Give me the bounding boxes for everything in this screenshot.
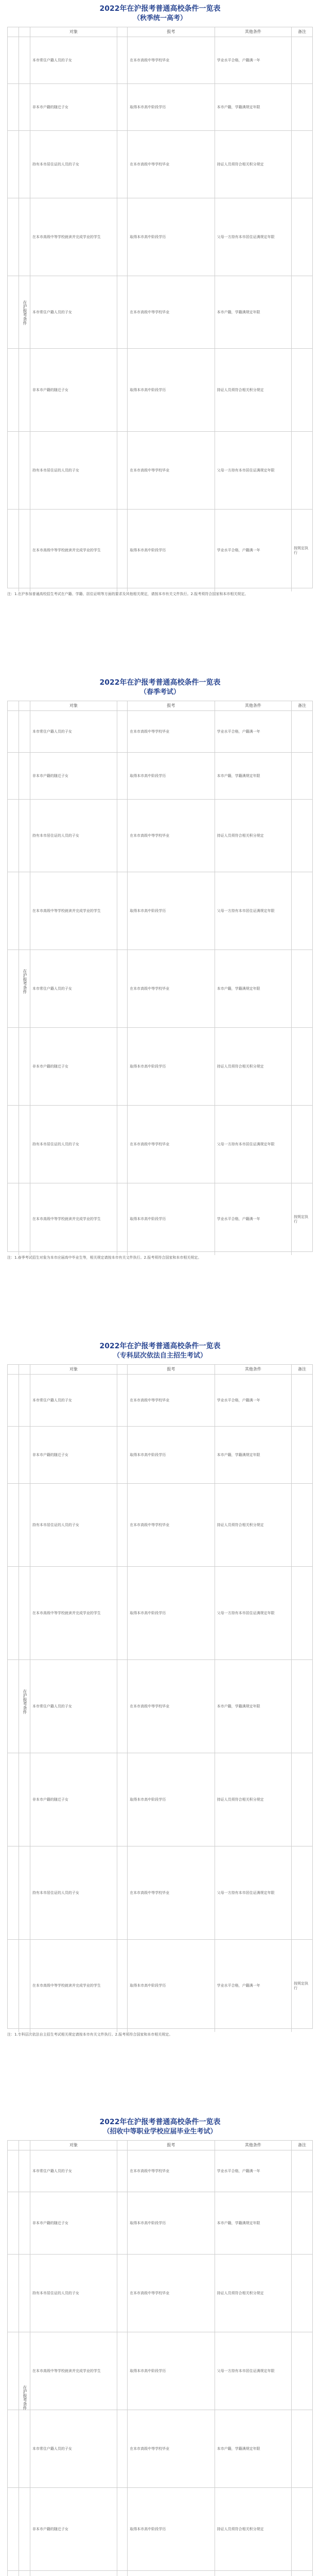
row-identity: 本市常住户籍人员的子女 xyxy=(30,2150,117,2192)
row-identity: 非本市户籍的随迁子女 xyxy=(30,1427,117,1483)
row-condition: 持证人员须符合相关积分规定 xyxy=(215,1028,292,1105)
row-student: 在本市高级中等学校毕业 xyxy=(128,1484,215,1566)
section-title: 2022年在沪报考普通高校条件一览表 xyxy=(99,679,221,687)
row-student: 取得本市高中阶段学历 xyxy=(128,1753,215,1846)
row-student: 取得本市高中阶段学历 xyxy=(128,198,215,276)
row-identity: 非本市户籍的随迁子女 xyxy=(30,1753,117,1846)
header-remark: 备注 xyxy=(298,703,307,708)
table-row xyxy=(8,1753,312,1846)
row-identity: 本市常住户籍人员的子女 xyxy=(30,1375,117,1426)
table-note: 注：1.春季考试招生对象为本市应届高中毕业生等，相关规定请按本市有关文件执行。2.报考须符合国家和本市相关规定。 xyxy=(7,1256,202,1260)
row-student: 取得本市高中阶段学历 xyxy=(128,1028,215,1105)
section-spring-exam xyxy=(0,4,320,597)
table-row xyxy=(8,2332,312,2410)
table-header xyxy=(8,2141,312,2150)
row-condition: 持证人员须符合相关积分规定 xyxy=(215,1484,292,1566)
row-identity: 在本市高级中等学校就读并完成学业的学生 xyxy=(30,510,117,591)
header-condition: 其他条件 xyxy=(215,27,292,37)
row-identity: 在本市高级中等学校就读并完成学业的学生 xyxy=(30,1567,117,1659)
section-secondary-vocational-exam xyxy=(0,2117,320,2576)
row-identity: 持有本市居住证的人员的子女 xyxy=(30,131,117,198)
row-student: 在本市高级中等学校毕业 xyxy=(128,276,215,348)
row-student: 在本市高级中等学校毕业 xyxy=(128,432,215,509)
category-label: 在沪报考条件 xyxy=(23,2385,27,2410)
header-mark xyxy=(117,27,128,37)
row-condition: 持证人员须符合相关积分规定 xyxy=(215,2255,292,2332)
row-identity: 持有本市居住证的人员的子女 xyxy=(30,2255,117,2332)
row-identity: 非本市户籍的随迁子女 xyxy=(30,2192,117,2254)
category-label: 在沪报考条件 xyxy=(23,300,27,325)
row-student: 在本市高级中等学校毕业 xyxy=(128,2255,215,2332)
row-identity: 本市常住户籍人员的子女 xyxy=(30,276,117,348)
row-condition: 持证人员须符合相关积分规定 xyxy=(215,349,292,431)
row-remark: 按规定执行 xyxy=(294,1214,309,1224)
row-condition: 本市户籍，学籍满规定年限 xyxy=(215,1427,292,1483)
header-identity: 对象 xyxy=(30,27,117,37)
row-student: 在本市高级中等学校毕业 xyxy=(128,1106,215,1183)
row-student: 取得本市高中阶段学历 xyxy=(128,872,215,950)
table-row xyxy=(8,131,312,198)
header-remark: 备注 xyxy=(298,1367,307,1371)
row-identity: 持有本市居住证的人员的子女 xyxy=(30,1106,117,1183)
header-condition: 其他条件 xyxy=(215,1365,292,1374)
row-condition: 父母一方持有本市居住证满规定年限 xyxy=(215,1567,292,1659)
table-note: 注：1.专科层次依法自主招生考试相关规定请按本市有关文件执行。2.报考须符合国家和本市相关规定。 xyxy=(7,2032,173,2037)
row-student: 取得本市高中阶段学历 xyxy=(128,1940,215,2032)
table-row xyxy=(8,2488,312,2571)
row-identity: 非本市户籍的随迁子女 xyxy=(30,84,117,130)
row-condition: 学业水平合格，户籍满一年 xyxy=(215,2150,292,2192)
row-condition: 父母一方持有本市居住证满规定年限 xyxy=(215,1846,292,1939)
conditions-table xyxy=(7,27,313,588)
section-subtitle: （秋季统一高考） xyxy=(133,14,187,22)
row-identity: 本市常住户籍人员的子女 xyxy=(30,1660,117,1753)
row-student: 在本市高级中等学校毕业 xyxy=(128,2410,215,2487)
category-label: 在沪报考条件 xyxy=(23,1689,27,1714)
row-student: 在本市高级中等学校毕业 xyxy=(128,800,215,872)
row-condition: 学业水平合格，户籍满一年 xyxy=(215,711,292,752)
table-row xyxy=(8,2410,312,2488)
row-condition: 父母一方持有本市居住证满规定年限 xyxy=(215,1106,292,1183)
section-title: 2022年在沪报考普通高校条件一览表 xyxy=(99,5,221,13)
table-row xyxy=(8,1028,312,1106)
table-row xyxy=(8,1567,312,1660)
row-student: 取得本市高中阶段学历 xyxy=(128,1183,215,1255)
row-student: 取得本市高中阶段学历 xyxy=(128,84,215,130)
header-category xyxy=(8,27,19,37)
row-identity: 本市常住户籍人员的子女 xyxy=(30,37,117,83)
header-student: 报考 xyxy=(128,1365,215,1374)
table-row xyxy=(8,1427,312,1484)
header-type xyxy=(19,27,30,37)
row-student: 在本市高级中等学校毕业 xyxy=(128,1375,215,1426)
row-condition: 学业水平合格，户籍满一年 xyxy=(215,1940,292,2032)
row-identity: 本市常住户籍人员的子女 xyxy=(30,2410,117,2487)
table-row xyxy=(8,2571,312,2576)
table-header xyxy=(8,1365,312,1375)
row-identity: 非本市户籍的随迁子女 xyxy=(30,753,117,799)
header-identity: 对象 xyxy=(30,2141,117,2150)
conditions-table xyxy=(7,1364,313,2029)
section-title: 2022年在沪报考普通高校条件一览表 xyxy=(99,2118,221,2126)
table-row xyxy=(8,872,312,950)
section-title: 2022年在沪报考普通高校条件一览表 xyxy=(99,1342,221,1350)
row-remark: 按规定执行 xyxy=(294,1981,309,1990)
row-identity: 持有本市居住证的人员的子女 xyxy=(30,432,117,509)
row-identity: 在本市高级中等学校就读并完成学业的学生 xyxy=(30,1940,117,2032)
header-remark: 备注 xyxy=(298,2143,307,2147)
table-row xyxy=(8,1846,312,1940)
header-remark: 备注 xyxy=(298,29,307,34)
table-row xyxy=(8,2150,312,2192)
row-identity: 在本市高级中等学校就读并完成学业的学生 xyxy=(30,198,117,276)
row-identity: 持有本市居住证的人员的子女 xyxy=(30,800,117,872)
header-condition: 其他条件 xyxy=(215,701,292,710)
header-student: 报考 xyxy=(128,701,215,710)
section-subtitle: （春季考试） xyxy=(139,688,180,696)
table-row xyxy=(8,2192,312,2255)
row-condition: 持证人员须符合相关积分规定 xyxy=(215,2488,292,2570)
table-row xyxy=(8,950,312,1028)
row-identity: 持有本市居住证的人员的子女 xyxy=(30,1846,117,1939)
row-condition: 父母一方持有本市居住证满规定年限 xyxy=(215,872,292,950)
section-spring-exam-2 xyxy=(0,678,320,1260)
row-identity: 持有本市居住证的人员的子女 xyxy=(30,1484,117,1566)
table-row xyxy=(8,753,312,800)
row-student: 取得本市高中阶段学历 xyxy=(128,753,215,799)
row-condition: 本市户籍，学籍满规定年限 xyxy=(215,2192,292,2254)
header-student: 报考 xyxy=(128,27,215,37)
table-row xyxy=(8,2255,312,2332)
row-condition: 本市户籍，学籍满规定年限 xyxy=(215,276,292,348)
table-row xyxy=(8,276,312,349)
table-header xyxy=(8,27,312,37)
row-identity: 本市常住户籍人员的子女 xyxy=(30,711,117,752)
table-row xyxy=(8,1660,312,1753)
section-subtitle: （专科层次依法自主招生考试） xyxy=(113,1352,207,1360)
row-identity: 非本市户籍的随迁子女 xyxy=(30,2488,117,2570)
table-note: 注：1.在沪参加普通高校招生考试在户籍、学籍、居住证明等方面的要求及其他相关规定，请按本市有关文件执行。2.报考须符合国家和本市相关规定。 xyxy=(7,592,248,596)
row-identity: 在本市高级中等学校就读并完成学业的学生 xyxy=(30,1183,117,1255)
row-identity: 非本市户籍的随迁子女 xyxy=(30,1028,117,1105)
category-label: 在沪报考条件 xyxy=(23,969,27,994)
header-identity: 对象 xyxy=(30,1365,117,1374)
header-student: 报考 xyxy=(128,2141,215,2150)
table-row xyxy=(8,1106,312,1183)
row-student: 取得本市高中阶段学历 xyxy=(128,2192,215,2254)
table-header xyxy=(8,701,312,711)
table-row xyxy=(8,800,312,872)
section-vocational-exam xyxy=(0,1342,320,2037)
row-condition: 本市户籍，学籍满规定年限 xyxy=(215,753,292,799)
row-student: 取得本市高中阶段学历 xyxy=(128,2332,215,2410)
row-remark: 按规定执行 xyxy=(294,546,309,555)
table-row xyxy=(8,1484,312,1567)
row-student: 取得本市高中阶段学历 xyxy=(128,510,215,591)
table-row xyxy=(8,349,312,432)
row-student: 在本市高级中等学校毕业 xyxy=(128,1846,215,1939)
row-condition: 父母一方持有本市居住证满规定年限 xyxy=(215,198,292,276)
table-row xyxy=(8,1940,312,2032)
row-condition xyxy=(215,2571,292,2576)
row-condition: 学业水平合格，户籍满一年 xyxy=(215,510,292,591)
row-student: 在本市高级中等学校毕业 xyxy=(128,37,215,83)
conditions-table xyxy=(7,2140,313,2576)
table-row xyxy=(8,432,312,510)
row-identity xyxy=(30,2571,117,2576)
row-condition: 学业水平合格，户籍满一年 xyxy=(215,1375,292,1426)
row-condition: 学业水平合格，户籍满一年 xyxy=(215,1183,292,1255)
row-condition: 本市户籍，学籍满规定年限 xyxy=(215,1660,292,1753)
row-identity: 本市常住户籍人员的子女 xyxy=(30,950,117,1027)
table-row xyxy=(8,37,312,84)
row-student: 在本市高级中等学校毕业 xyxy=(128,1660,215,1753)
row-student: 在本市高级中等学校毕业 xyxy=(128,711,215,752)
row-condition: 学业水平合格，户籍满一年 xyxy=(215,37,292,83)
section-subtitle: （招收中等职业学校应届毕业生考试） xyxy=(103,2128,217,2136)
row-identity: 在本市高级中等学校就读并完成学业的学生 xyxy=(30,2332,117,2410)
row-condition: 持证人员须符合相关积分规定 xyxy=(215,1753,292,1846)
row-student: 在本市高级中等学校毕业 xyxy=(128,2150,215,2192)
row-condition: 父母一方持有本市居住证满规定年限 xyxy=(215,432,292,509)
table-row xyxy=(8,198,312,276)
row-condition: 持证人员须符合相关积分规定 xyxy=(215,800,292,872)
header-condition: 其他条件 xyxy=(215,2141,292,2150)
row-student: 取得本市高中阶段学历 xyxy=(128,1567,215,1659)
row-student: 取得本市高中阶段学历 xyxy=(128,349,215,431)
table-row xyxy=(8,510,312,591)
row-identity: 在本市高级中等学校就读并完成学业的学生 xyxy=(30,872,117,950)
row-condition: 持证人员须符合相关积分规定 xyxy=(215,131,292,198)
row-student xyxy=(128,2571,215,2576)
table-row xyxy=(8,1183,312,1255)
table-row xyxy=(8,711,312,753)
row-identity: 非本市户籍的随迁子女 xyxy=(30,349,117,431)
row-student: 在本市高级中等学校毕业 xyxy=(128,950,215,1027)
row-condition: 本市户籍，学籍满规定年限 xyxy=(215,950,292,1027)
row-condition: 本市户籍，学籍满规定年限 xyxy=(215,2410,292,2487)
conditions-table xyxy=(7,701,313,1252)
row-condition: 父母一方持有本市居住证满规定年限 xyxy=(215,2332,292,2410)
row-student: 在本市高级中等学校毕业 xyxy=(128,131,215,198)
row-condition: 本市户籍，学籍满规定年限 xyxy=(215,84,292,130)
row-student: 取得本市高中阶段学历 xyxy=(128,2488,215,2570)
header-identity: 对象 xyxy=(30,701,117,710)
row-student: 取得本市高中阶段学历 xyxy=(128,1427,215,1483)
row-remark xyxy=(292,2571,312,2576)
table-row xyxy=(8,84,312,131)
table-row xyxy=(8,1375,312,1427)
